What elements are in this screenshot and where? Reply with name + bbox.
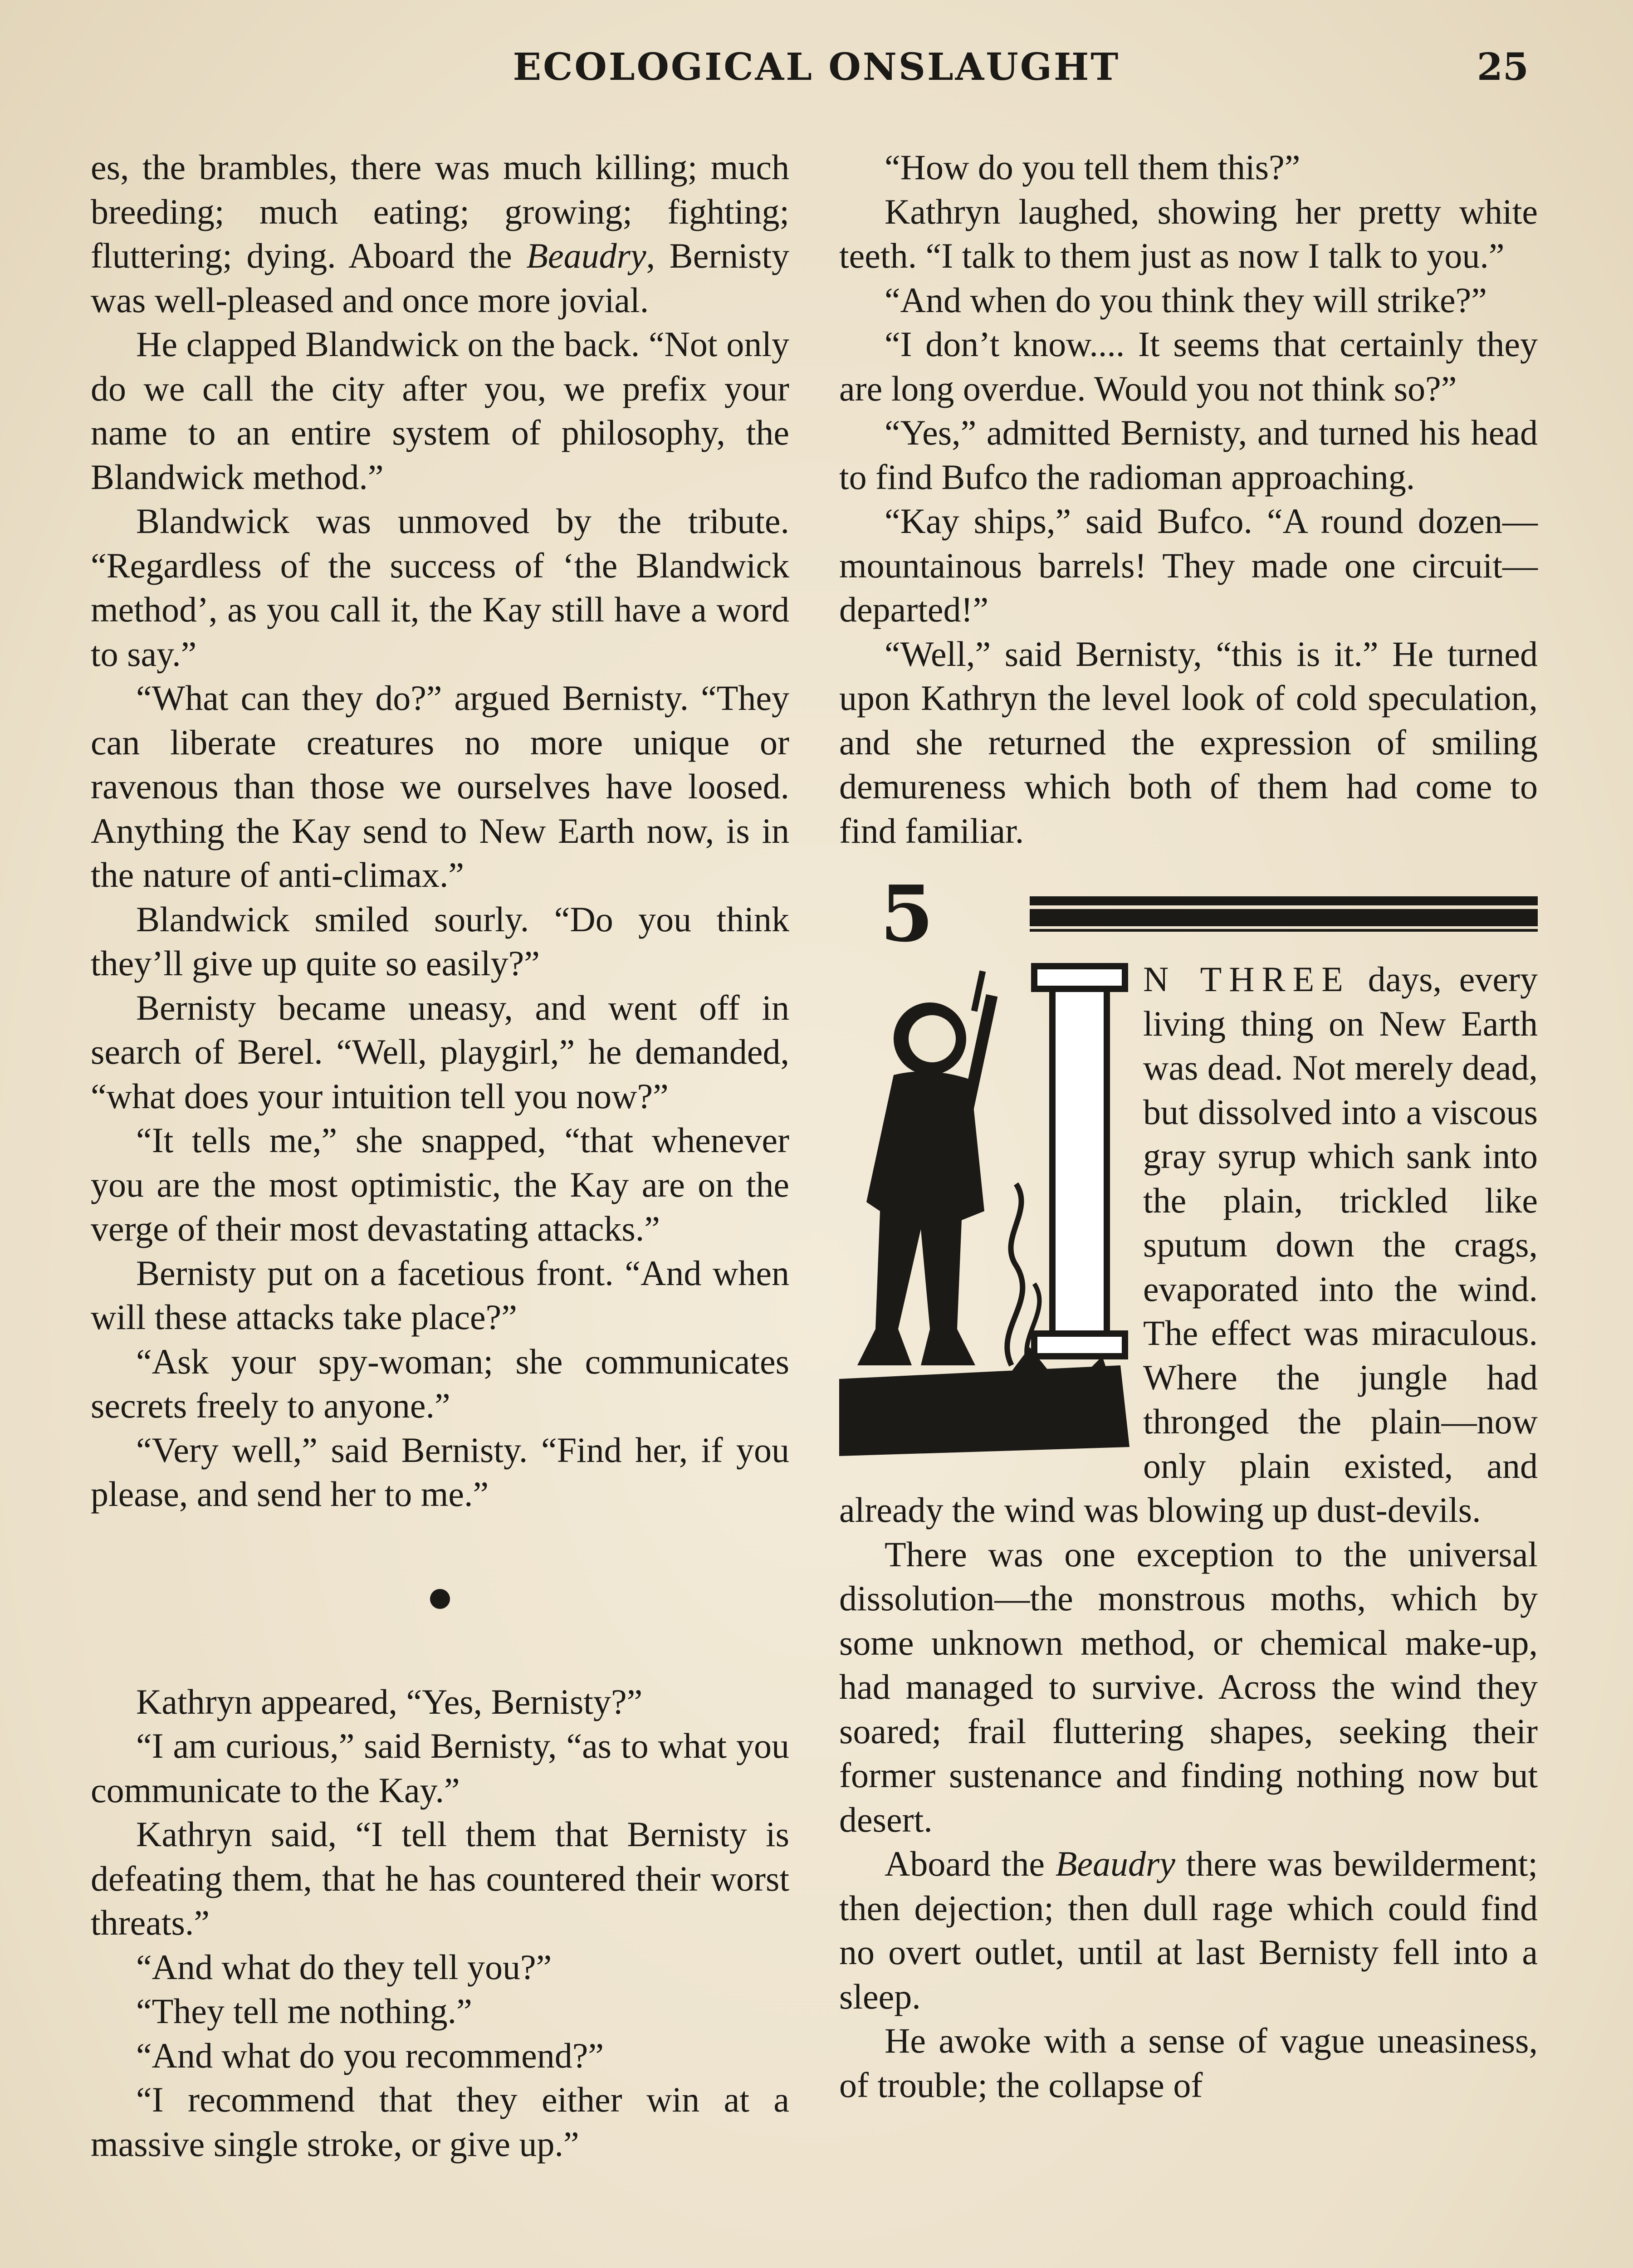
paragraph: “Well,” said Bernisty, “this is it.” He turned upon Kathryn the level look of cold speculation, and she returned the expression of smiling demureness which both of them had come to find familiar. bbox=[839, 634, 1538, 850]
paragraph: “It tells me,” she snapped, “that whenever you are the most optimistic, the Kay are on the verge of their most devastating attacks.” bbox=[91, 1120, 789, 1248]
chapter-number: 5 bbox=[880, 869, 934, 959]
left-column bbox=[91, 145, 789, 2166]
paragraph: “Ask your spy-woman; she communicates secrets freely to anyone.” bbox=[91, 1341, 789, 1425]
paragraph: Kathryn laughed, showing her pretty white teeth. “I talk to them just as now I talk to you.” bbox=[839, 191, 1538, 275]
paragraph: Kathryn appeared, “Yes, Bernisty?” bbox=[136, 1681, 643, 1721]
paragraph: “They tell me nothing.” bbox=[136, 1991, 472, 2031]
paragraph: “Very well,” said Bernisty. “Find her, if you please, and send her to me.” bbox=[91, 1430, 789, 1514]
opening-lead-caps: N THREE bbox=[1143, 959, 1350, 999]
paragraph: Blandwick smiled sourly. “Do you think they’ll give up quite so easily?” bbox=[91, 899, 789, 983]
paragraph: “And what do you recommend?” bbox=[136, 2035, 604, 2075]
astronaut-dropcap-i-illustration-icon bbox=[839, 957, 1134, 1465]
section-break-dot-icon bbox=[430, 1589, 450, 1609]
paragraph: “I recommend that they either win at a massive single stroke, or give up.” bbox=[91, 2080, 789, 2164]
running-title: ECOLOGICAL ONSLAUGHT bbox=[513, 45, 1120, 89]
ship-name: Beaudry bbox=[1055, 1844, 1175, 1883]
paragraph: “I am curious,” said Bernisty, “as to what you communicate to the Kay.” bbox=[91, 1726, 789, 1810]
paragraph: He clapped Blandwick on the back. “Not only do we call the city after you, we prefix your name to an entire system of philosophy, the Blandwick method.” bbox=[91, 324, 789, 497]
paragraph: Kathryn said, “I tell them that Bernisty is defeating them, that he has countered their worst threats.” bbox=[91, 1814, 789, 1942]
chapter-rule bbox=[1030, 894, 1538, 934]
page-number: 25 bbox=[1477, 45, 1529, 89]
paragraph: He awoke with a sense of vague uneasiness, of trouble; the collapse of bbox=[839, 2021, 1538, 2105]
paragraph: Bernisty became uneasy, and went off in search of Berel. “Well, playgirl,” he demanded, “what does your intuition tell you now?” bbox=[91, 987, 789, 1116]
paragraph: There was one exception to the universal dissolution—the monstrous moths, which by some unknown method, or chemical make-up, had managed to survive. Across the wind they soared; frail fluttering shapes, seeking their former sustenance and finding nothing now but desert. bbox=[839, 1534, 1538, 1839]
paragraph: “And what do they tell you?” bbox=[136, 1947, 552, 1987]
paragraph: “I don’t know.... It seems that certainly they are long overdue. Would you not think so?” bbox=[839, 324, 1538, 408]
paragraph: es, the brambles, there was much killing; much breeding; much eating; growing; fighting; fluttering; dying. Aboard the Beaudry, Bernisty was well-pleased and once more jovial. bbox=[91, 147, 789, 320]
chapter-opening bbox=[839, 957, 1538, 1532]
section-break bbox=[91, 1516, 789, 1680]
paragraph: “And when do you think they will strike?” bbox=[885, 280, 1487, 320]
paragraph: Aboard the Beaudry there was bewilderment; then dejection; then dull rage which could find no overt outlet, until at last Bernisty fell into a sleep. bbox=[839, 1844, 1538, 2016]
paragraph: “Yes,” admitted Bernisty, and turned his head to find Bufco the radioman approaching. bbox=[839, 413, 1538, 497]
page-header bbox=[91, 45, 1542, 104]
paragraph: “What can they do?” argued Bernisty. “They can liberate creatures no more unique or ravenous than those we ourselves have loosed. Anything the Kay send to New Earth now, is in the nature of anti-climax.” bbox=[91, 678, 789, 894]
chapter-heading bbox=[839, 869, 1538, 959]
paragraph: Bernisty put on a facetious front. “And when will these attacks take place?” bbox=[91, 1253, 789, 1337]
paragraph: “How do you tell them this?” bbox=[885, 147, 1301, 187]
paragraph: “Kay ships,” said Bufco. “A round dozen—mountainous barrels! They made one circuit—departed!” bbox=[839, 501, 1538, 629]
ship-name: Beaudry bbox=[526, 236, 646, 275]
paragraph: Blandwick was unmoved by the tribute. “Regardless of the success of ‘the Blandwick method’, as you call it, the Kay still have a word to say.” bbox=[91, 501, 789, 674]
right-column bbox=[839, 145, 1538, 2107]
opening-text: days, every living thing on New Earth was dead. Not merely dead, but dissolved into a viscous gray syrup which sank into the plain, trickled like sputum down the crags, evaporated into the wind. The effect was miraculous. Where the jungle had thronged the plain—now only plain existed, and already the wind was blowing up dust-devils. bbox=[839, 959, 1538, 1530]
